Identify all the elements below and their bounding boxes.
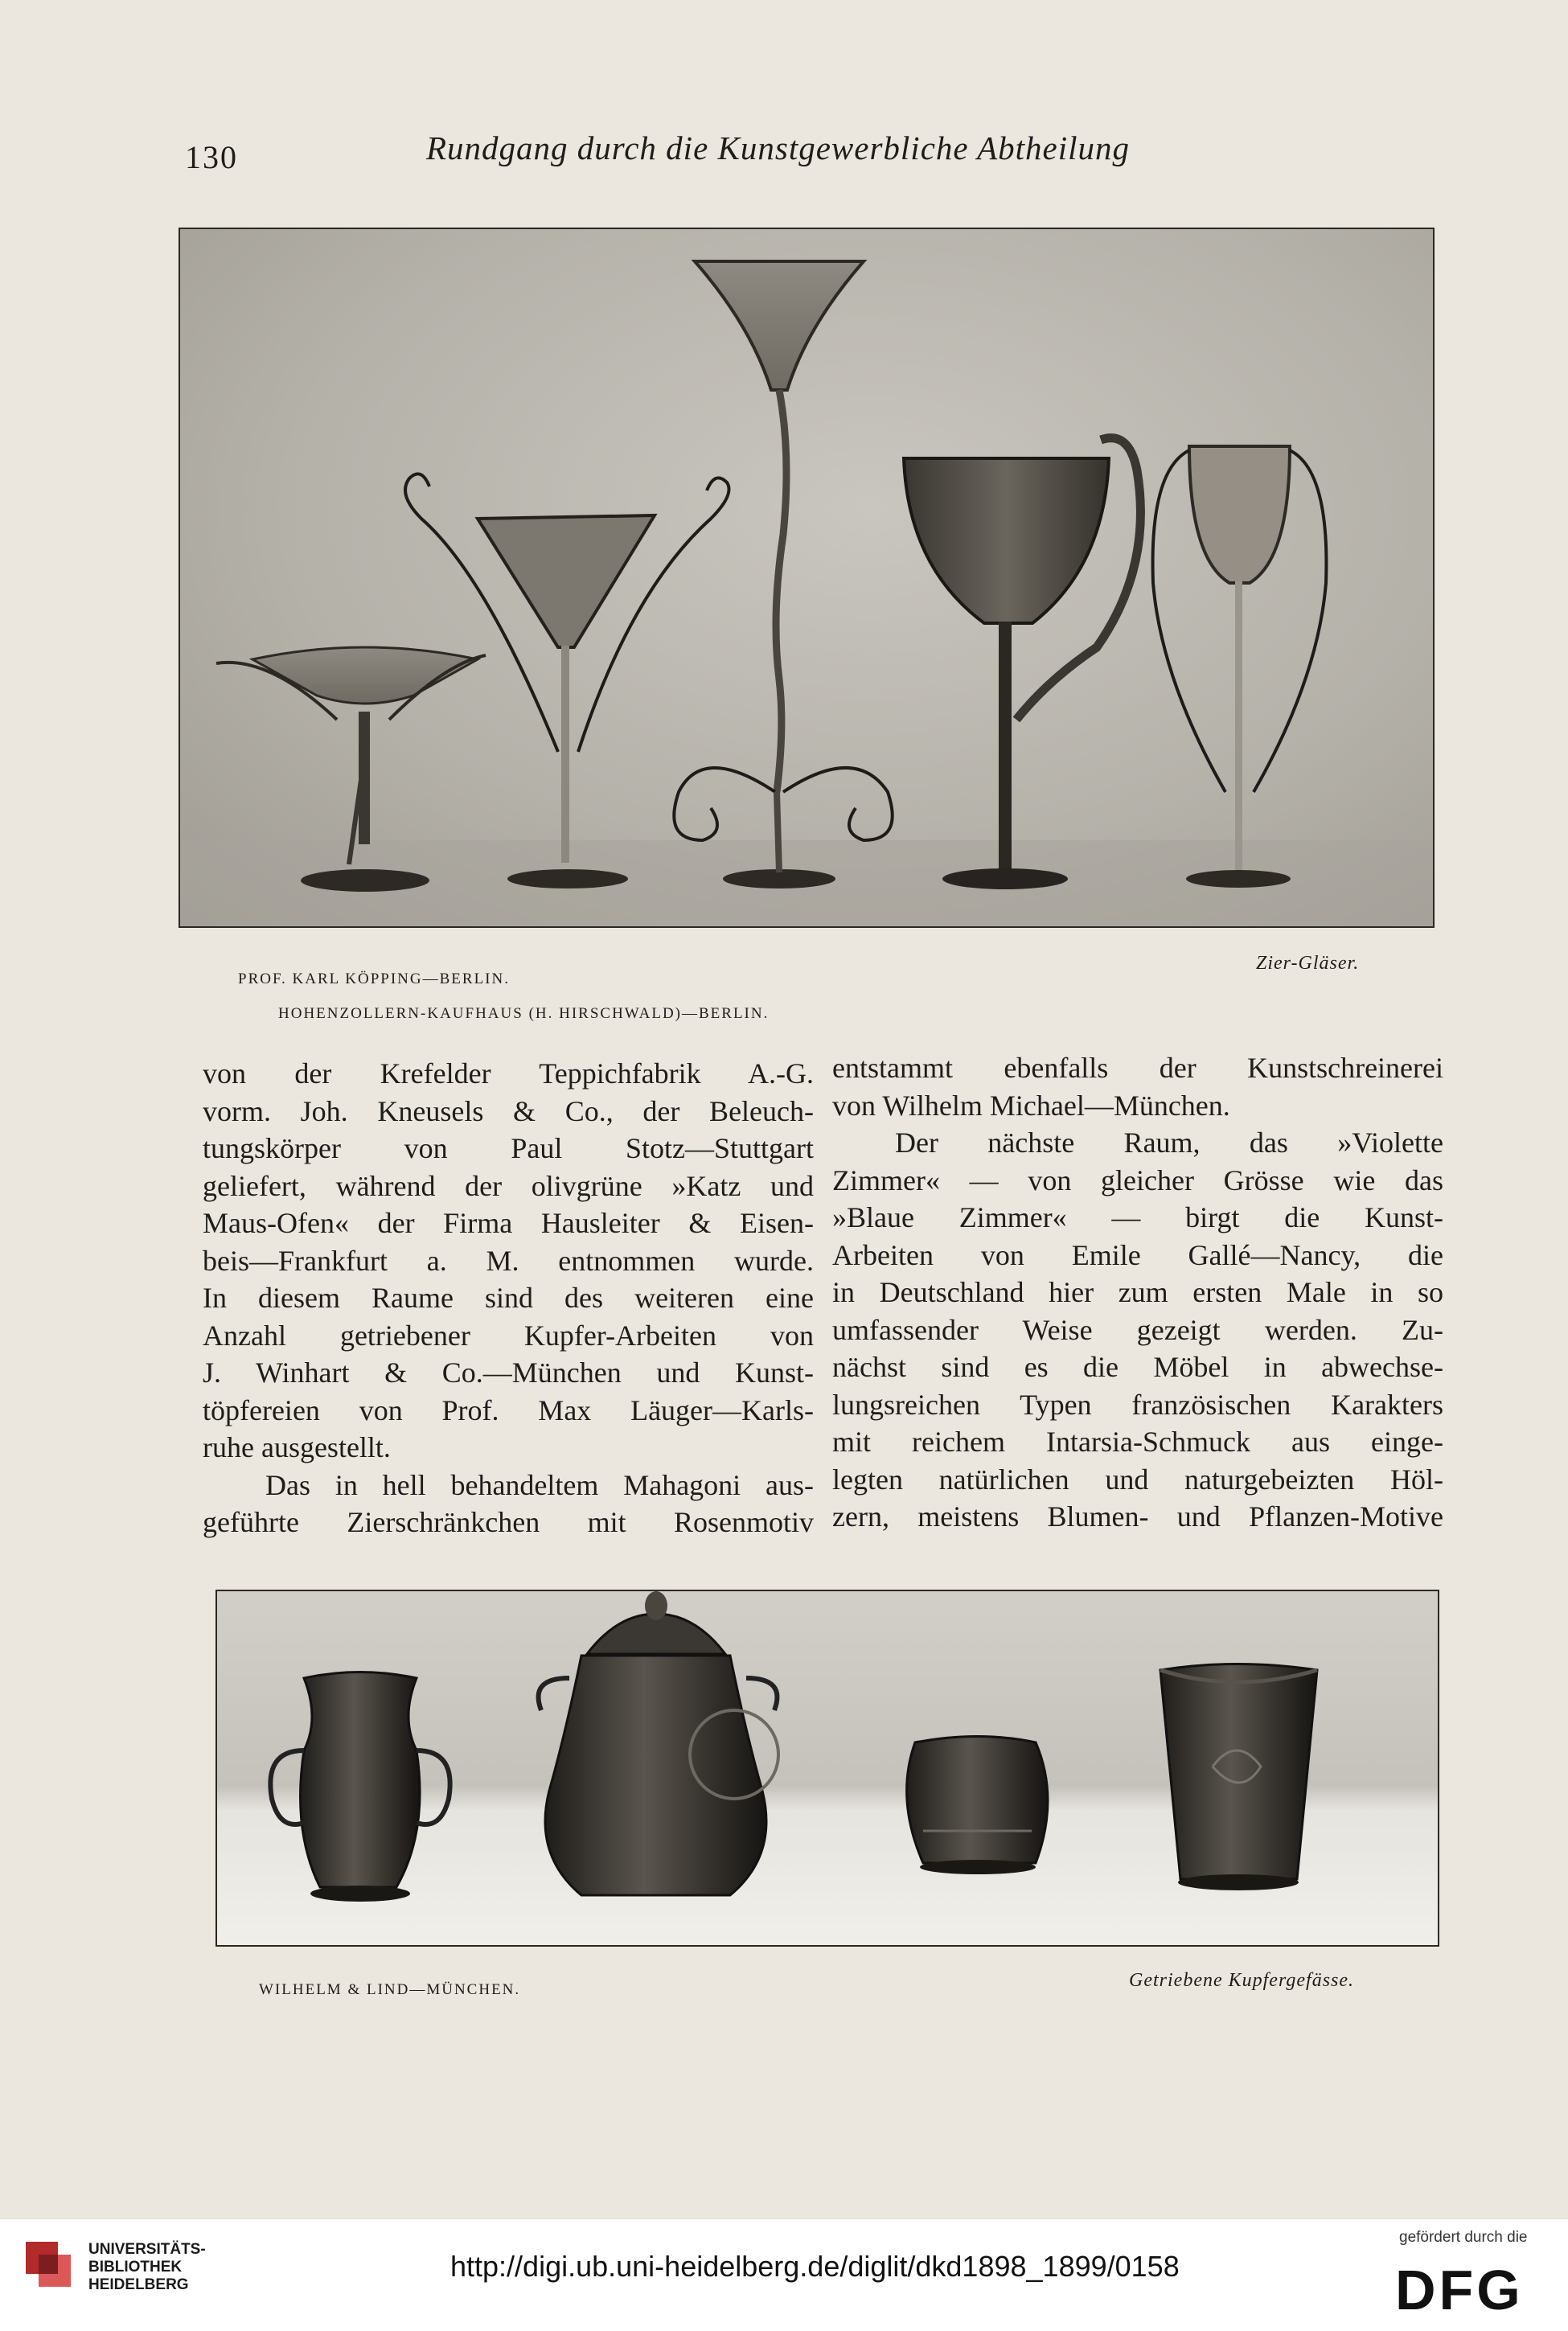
source-url-link[interactable]: http://digi.ub.uni-heidelberg.de/diglit/dkd1898_1899/0158 [450,2250,1180,2283]
glass-tall-trumpet [674,261,892,888]
text-line: umfassender Weise gezeigt werden. Zu- [832,1313,1443,1346]
text-line: vorm. Joh. Kneusels & Co., der Beleuch- [203,1094,814,1127]
text-line: Zimmer« — von gleicher Grösse wie das [832,1163,1443,1196]
text-line: Maus-Ofen« der Firma Hausleiter & Eisen- [203,1207,814,1239]
figure1-credit-1: PROF. KARL KÖPPING—BERLIN. [238,971,510,987]
library-name-line: UNIVERSITÄTS- [88,2241,206,2258]
text-line: »Blaue Zimmer« — birgt die Kunst- [832,1201,1443,1233]
body-column-right [832,1049,1443,1536]
text-line: geführte Zierschränkchen mit Rosenmotiv [203,1506,814,1538]
text-line: J. Winhart & Co.—München und Kunst- [203,1356,814,1389]
text-line: Das in hell behandeltem Mahagoni aus- [265,1468,814,1501]
library-name-line: BIBLIOTHEK [88,2259,183,2276]
glass-tulip-frame [1153,446,1327,888]
text-line: Arbeiten von Emile Gallé—Nancy, die [832,1238,1443,1271]
photo-decorative-glasses [179,228,1435,928]
text-line: Der nächste Raum, das »Violette [895,1127,1443,1159]
text-line: zern, meistens Blumen- und Pflanzen-Motive [832,1500,1443,1533]
text-line: von Wilhelm Michael—München. [832,1089,1230,1122]
figure1-title: Zier-Gläser. [1256,953,1360,974]
text-line: beis—Frankfurt a. M. entnommen wurde. [203,1244,814,1277]
university-library-logo-icon [14,2237,82,2304]
library-name [88,2241,206,2294]
text-line: legten natürlichen und naturgebeizten Höl- [832,1463,1443,1496]
running-title: Rundgang durch die Kunstgewerbliche Abtheilung [426,129,1131,166]
glass-conical-spirals [405,474,729,888]
text-line: lungsreichen Typen französischen Karakters [832,1388,1443,1421]
dfg-logo: DFG [1395,2259,1524,2321]
glasses-illustration [180,229,1433,926]
text-line: mit reichem Intarsia-Schmuck aus einge- [832,1426,1443,1458]
page-number: 130 [185,139,238,175]
text-line: töpfereien von Prof. Max Läuger—Karls- [203,1393,814,1426]
library-name-line: HEIDELBERG [88,2276,189,2293]
text-line: tungskörper von Paul Stotz—Stuttgart [203,1132,814,1164]
glass-dark-goblet [904,438,1140,889]
body-column-left [203,1055,814,1541]
text-line: in Deutschland hier zum ersten Male in so [832,1276,1443,1308]
text-line: Anzahl getriebener Kupfer-Arbeiten von [203,1319,814,1352]
figure2-title: Getriebene Kupfergefässe. [1129,1970,1355,1991]
text-line: ruhe ausgestellt. [203,1431,391,1463]
photo-copper-vessels [215,1590,1439,1947]
text-line: geliefert, während der olivgrüne »Katz und [203,1169,814,1202]
text-line: In diesem Raume sind des weiteren eine [203,1282,814,1314]
text-line: nächst sind es die Möbel in abwechse- [832,1351,1443,1383]
funding-note: gefördert durch die [1399,2229,1528,2246]
figure2-credit: WILHELM & LIND—MÜNCHEN. [259,1981,521,1998]
text-line: von der Krefelder Teppichfabrik A.-G. [203,1057,814,1090]
text-line: entstammt ebenfalls der Kunstschreinerei [832,1052,1443,1084]
figure1-credit-2: HOHENZOLLERN-KAUFHAUS (H. HIRSCHWALD)—BERLIN. [278,1005,770,1022]
